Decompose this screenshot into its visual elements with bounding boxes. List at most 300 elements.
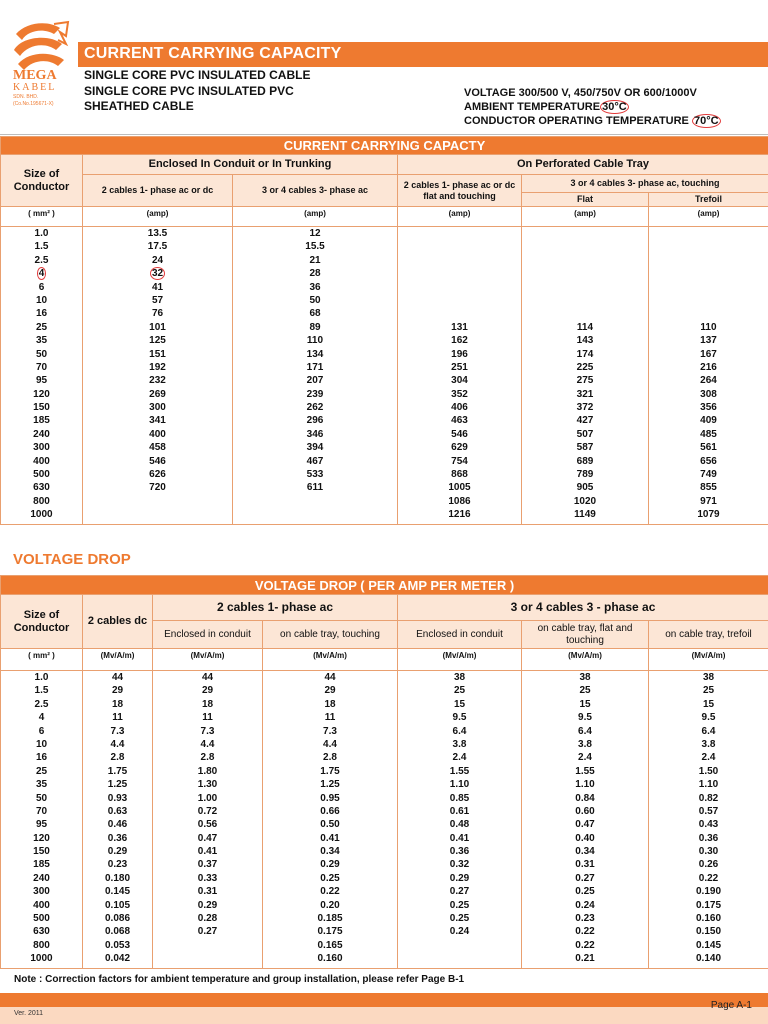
vd-value: 0.25 (320, 872, 340, 884)
subtitle-line-3: SHEATHED CABLE (84, 99, 194, 113)
amp-value: 1079 (697, 509, 720, 521)
amp-value: 346 (306, 428, 324, 440)
amp-value: 626 (149, 469, 166, 481)
vd-value: 9.5 (701, 712, 716, 724)
vd-value: 0.165 (317, 939, 343, 951)
vd-value: 2.8 (200, 752, 215, 764)
vd-value: 11 (112, 712, 123, 724)
vd-value: 0.23 (575, 913, 595, 925)
amp-value: 207 (306, 375, 324, 387)
vd-unit-3p-trefoil: (Mv/A/m) (649, 649, 768, 671)
current-capacity-table (0, 136, 768, 525)
vd-value: 2.4 (452, 752, 467, 764)
vd-value: 3.8 (578, 738, 592, 750)
vd-value: 0.180 (104, 872, 131, 884)
vd-value: 0.068 (104, 926, 131, 938)
conductor-size: 70 (35, 805, 48, 817)
conductor-size: 25 (35, 321, 48, 333)
svg-text:MEGA: MEGA (13, 68, 57, 83)
conductor-size: 120 (33, 388, 50, 400)
conductor-size: 800 (33, 939, 50, 951)
conductor-size: 240 (33, 872, 50, 884)
amp-value: 427 (576, 415, 594, 427)
vd-value: 18 (324, 698, 336, 710)
vd-unit-dc: (Mv/A/m) (83, 649, 153, 671)
vd-value: 0.57 (698, 805, 719, 817)
vd-value: 0.61 (449, 805, 470, 817)
conductor-size (1, 267, 82, 280)
conductor-size: 400 (33, 899, 50, 911)
vd-value: 0.29 (449, 872, 470, 884)
ambient-temperature-spec (464, 101, 629, 113)
ccc-conduit-34-column (233, 227, 398, 525)
amp-value: 134 (306, 348, 324, 360)
vd-value: 29 (324, 685, 336, 697)
amp-value: 467 (306, 455, 324, 467)
conductor-size: 630 (33, 926, 50, 938)
ccc-unit-conduit-34: (amp) (233, 207, 398, 227)
amp-value: 28 (309, 268, 321, 280)
vd-value (398, 952, 521, 965)
amp-value: 68 (309, 308, 321, 320)
amp-value (398, 267, 521, 280)
amp-value: 533 (306, 469, 324, 481)
ccc-conduit-2-column (83, 227, 233, 525)
vd-value: 1.10 (575, 779, 595, 791)
vd-3p-flat-column (522, 671, 649, 969)
vd-value: 38 (579, 672, 591, 683)
operating-value: 70°C (693, 115, 719, 127)
amp-value: 196 (451, 348, 468, 360)
vd-value: 0.145 (104, 886, 131, 898)
conductor-size: 800 (33, 495, 50, 507)
header-divider (0, 134, 768, 135)
ccc-unit-tray-2: (amp) (398, 207, 522, 227)
version-label: Ver. 2011 (14, 1010, 44, 1017)
footer-band (0, 993, 768, 1007)
vd-3p-conduit-column (398, 671, 522, 969)
ambient-value: 30°C (602, 101, 627, 113)
conductor-size: 1.5 (34, 241, 49, 253)
vd-value: 0.33 (197, 872, 218, 884)
footer-band-light (0, 1007, 768, 1024)
amp-value: 143 (576, 335, 594, 347)
amp-value (522, 307, 648, 320)
amp-value: 754 (451, 455, 468, 467)
ccc-col-trefoil: Trefoil (649, 193, 768, 207)
vd-unit-size: ( mm² ) (1, 649, 83, 671)
vd-value: 0.43 (698, 819, 719, 831)
vd-value: 0.26 (698, 859, 719, 871)
vd-value: 0.60 (575, 805, 595, 817)
amp-value: 611 (306, 482, 324, 494)
vd-value: 1.55 (575, 765, 595, 777)
vd-dc-column (83, 671, 153, 969)
amp-value (649, 294, 768, 307)
amp-value: 458 (149, 442, 166, 454)
vd-col-1p-tray: on cable tray, touching (263, 621, 398, 649)
amp-value: 296 (306, 415, 324, 427)
amp-value (398, 307, 521, 320)
amp-value: 300 (149, 402, 166, 414)
vd-value: 0.46 (107, 819, 128, 831)
vd-value: 0.22 (575, 939, 595, 951)
amp-value: 1216 (448, 509, 471, 521)
vd-value: 0.48 (449, 819, 470, 831)
amp-value: 561 (700, 442, 717, 454)
ccc-col-2-cables: 2 cables 1- phase ac or dc (83, 175, 233, 207)
vd-1p-tray-column (263, 671, 398, 969)
amp-value: 855 (700, 482, 717, 494)
conductor-size: 6 (38, 281, 45, 293)
vd-value: 0.25 (449, 899, 470, 911)
vd-group-single-phase: 2 cables 1- phase ac (153, 595, 398, 621)
conductor-size: 35 (35, 335, 48, 347)
vd-value: 44 (324, 672, 336, 683)
amp-value: 101 (149, 321, 166, 333)
vd-value: 15 (453, 698, 466, 710)
vd-value (398, 939, 521, 952)
conductor-size: 6 (38, 725, 45, 737)
vd-col-3p-conduit: Enclosed in conduit (398, 621, 522, 649)
ccc-tray-trefoil-column (649, 227, 768, 525)
vd-value: 0.25 (449, 913, 470, 925)
vd-value: 15 (702, 698, 715, 710)
amp-value: 110 (700, 321, 717, 333)
vd-value (153, 939, 262, 952)
vd-sizes-column (1, 671, 83, 969)
vd-value: 0.36 (698, 832, 719, 844)
ccc-size-header: Size of Conductor (1, 155, 83, 207)
conductor-size: 50 (35, 792, 48, 804)
amp-value (649, 307, 768, 320)
amp-value (649, 227, 768, 240)
vd-value: 0.086 (104, 913, 131, 925)
vd-value: 2.8 (323, 752, 337, 764)
amp-value: 321 (576, 388, 594, 400)
svg-text:(Co.No.195671-X): (Co.No.195671-X) (13, 101, 54, 107)
vd-value: 6.4 (578, 725, 592, 737)
conductor-size: 50 (35, 348, 48, 360)
page-number: Page A-1 (710, 1000, 752, 1011)
amp-value: 13.5 (147, 228, 168, 239)
amp-value: 905 (576, 482, 594, 494)
conductor-size: 500 (33, 469, 50, 481)
conductor-size: 10 (35, 738, 48, 750)
vd-value: 0.105 (104, 899, 131, 911)
conductor-size: 95 (35, 819, 48, 831)
operating-temperature-spec (464, 115, 721, 127)
ccc-sizes-column (1, 227, 83, 525)
vd-value: 0.185 (317, 913, 343, 925)
vd-value: 0.36 (449, 846, 470, 858)
vd-value: 4.4 (200, 738, 215, 750)
vd-value: 0.25 (575, 886, 595, 898)
amp-value: 372 (576, 402, 594, 414)
conductor-size: 150 (33, 402, 50, 414)
vd-value: 0.160 (695, 913, 722, 925)
amp-value: 1086 (448, 495, 471, 507)
ccc-col-flat: Flat (522, 193, 649, 207)
vd-value: 44 (201, 672, 214, 683)
amp-value: 171 (306, 361, 324, 373)
vd-value: 7.3 (200, 725, 215, 737)
amp-value (522, 240, 648, 253)
amp-value (522, 267, 648, 280)
conductor-size: 25 (35, 765, 48, 777)
amp-value: 110 (306, 335, 324, 347)
amp-value (522, 281, 648, 294)
vd-value: 0.150 (695, 926, 722, 938)
amp-value: 406 (451, 402, 468, 414)
vd-value: 1.30 (197, 779, 218, 791)
vd-value: 29 (201, 685, 214, 697)
conductor-size: 500 (33, 913, 50, 925)
amp-value: 17.5 (147, 241, 168, 253)
vd-value: 2.8 (110, 752, 125, 764)
conductor-size: 120 (33, 832, 50, 844)
vd-value: 0.053 (104, 939, 131, 951)
amp-value: 225 (576, 361, 594, 373)
vd-value: 44 (111, 672, 124, 683)
conductor-size: 150 (33, 846, 50, 858)
vd-value: 0.66 (320, 805, 340, 817)
conductor-size: 400 (33, 455, 50, 467)
vd-value: 0.24 (575, 899, 595, 911)
vd-value: 1.10 (698, 779, 719, 791)
amp-value: 400 (149, 428, 166, 440)
conductor-size: 300 (33, 886, 50, 898)
amp-value: 275 (576, 375, 594, 387)
vd-value: 1.75 (320, 765, 340, 777)
highlight-circle: 32 (151, 268, 164, 280)
vd-value: 38 (453, 672, 466, 683)
vd-value: 1.25 (107, 779, 128, 791)
vd-value: 0.140 (695, 953, 722, 965)
amp-value (398, 294, 521, 307)
amp-value: 57 (151, 294, 164, 306)
correction-factor-note: Note : Correction factors for ambient temperature and group installation, please refer Page B-1 (14, 974, 465, 985)
vd-col-3p-trefoil: on cable tray, trefoil (649, 621, 768, 649)
amp-value: 251 (451, 361, 468, 373)
conductor-size: 16 (35, 308, 48, 320)
vd-value: 0.34 (320, 846, 340, 858)
vd-value: 1.25 (320, 779, 340, 791)
voltage-drop-table (0, 575, 768, 969)
vd-value: 0.22 (575, 926, 595, 938)
vd-value: 25 (702, 685, 715, 697)
amp-value: 125 (149, 335, 166, 347)
svg-text:SDN. BHD.: SDN. BHD. (13, 94, 39, 100)
amp-value (522, 294, 648, 307)
vd-value: 0.47 (575, 819, 595, 831)
conductor-size: 35 (35, 779, 48, 791)
amp-value (233, 508, 397, 521)
amp-value: 216 (700, 361, 717, 373)
amp-value: 89 (309, 321, 321, 333)
amp-value (649, 267, 768, 280)
amp-value: 485 (700, 428, 717, 440)
amp-value: 24 (151, 254, 164, 266)
amp-value: 868 (451, 469, 468, 481)
amp-value: 12 (309, 228, 321, 239)
vd-value: 11 (324, 712, 336, 724)
amp-value: 587 (576, 442, 594, 454)
vd-band-title: VOLTAGE DROP ( PER AMP PER METER ) (1, 576, 768, 595)
amp-value (522, 227, 648, 240)
amp-value: 15.5 (305, 241, 325, 253)
amp-value: 1149 (574, 509, 596, 521)
vd-value: 7.3 (323, 725, 337, 737)
amp-value: 720 (149, 482, 166, 494)
vd-value: 18 (201, 698, 214, 710)
vd-value: 0.27 (449, 886, 470, 898)
vd-value: 0.30 (698, 846, 719, 858)
conductor-size: 185 (33, 415, 50, 427)
vd-value: 0.29 (197, 899, 218, 911)
amp-value (83, 267, 232, 280)
vd-value: 0.042 (104, 953, 131, 965)
vd-value: 0.23 (107, 859, 128, 871)
amp-value: 356 (700, 402, 717, 414)
vd-value: 11 (202, 712, 213, 724)
vd-value (153, 952, 262, 965)
vd-value: 0.145 (695, 939, 722, 951)
vd-value: 1.75 (107, 765, 128, 777)
vd-value: 2.4 (578, 752, 592, 764)
vd-value: 0.31 (575, 859, 595, 871)
amp-value: 749 (700, 469, 717, 481)
amp-value: 1020 (573, 495, 597, 507)
amp-value (233, 495, 397, 508)
amp-value (649, 240, 768, 253)
amp-value: 308 (700, 388, 717, 400)
operating-label: CONDUCTOR OPERATING TEMPERATURE (464, 115, 689, 127)
amp-value (398, 281, 521, 294)
amp-value (83, 508, 232, 521)
vd-value: 0.93 (107, 792, 128, 804)
vd-value: 0.72 (197, 805, 218, 817)
conductor-size: 1000 (30, 509, 53, 521)
vd-value: 0.32 (449, 859, 470, 871)
ccc-col-tray-3-4-cables: 3 or 4 cables 3- phase ac, touching (522, 175, 768, 193)
vd-value: 9.5 (578, 712, 592, 724)
vd-value: 0.56 (197, 819, 218, 831)
amp-value: 137 (700, 335, 717, 347)
ccc-unit-trefoil: (amp) (649, 207, 768, 227)
vd-col-dc: 2 cables dc (83, 595, 153, 649)
conductor-size: 70 (35, 361, 48, 373)
vd-value: 6.4 (452, 725, 467, 737)
conductor-size: 1.0 (34, 672, 49, 683)
amp-value: 789 (576, 469, 594, 481)
ccc-tray-flat-column (522, 227, 649, 525)
vd-value: 4.4 (110, 738, 125, 750)
vd-value: 0.41 (320, 832, 340, 844)
vd-value: 0.175 (695, 899, 722, 911)
amp-value: 36 (309, 281, 321, 293)
vd-value: 0.29 (107, 846, 128, 858)
conductor-size: 16 (35, 752, 48, 764)
vd-value: 0.37 (197, 859, 218, 871)
vd-value: 0.84 (575, 792, 595, 804)
amp-value: 174 (576, 348, 594, 360)
conductor-size: 2.5 (34, 254, 49, 266)
vd-value: 0.31 (197, 886, 218, 898)
vd-value: 9.5 (452, 712, 467, 724)
amp-value: 232 (149, 375, 166, 387)
conductor-size: 1.0 (34, 228, 49, 239)
vd-value: 0.160 (317, 953, 343, 965)
vd-value: 1.10 (449, 779, 470, 791)
amp-value: 131 (451, 321, 468, 333)
amp-value: 341 (149, 415, 166, 427)
vd-value: 25 (579, 685, 591, 697)
vd-value: 3.8 (452, 738, 467, 750)
amp-value: 76 (151, 308, 164, 320)
ccc-unit-conduit-2: (amp) (83, 207, 233, 227)
conductor-size: 95 (35, 375, 48, 387)
vd-group-three-phase: 3 or 4 cables 3 - phase ac (398, 595, 768, 621)
vd-value: 0.47 (197, 832, 218, 844)
vd-value: 0.22 (698, 872, 719, 884)
vd-unit-3p-flat: (Mv/A/m) (522, 649, 649, 671)
vd-value: 15 (579, 698, 591, 710)
conductor-size: 240 (33, 428, 50, 440)
ccc-unit-size: ( mm² ) (1, 207, 83, 227)
amp-value: 689 (576, 455, 594, 467)
vd-size-header: Size of Conductor (1, 595, 83, 649)
ccc-col-tray-2-cables: 2 cables 1- phase ac or dc flat and touching (398, 175, 522, 207)
conductor-size: 630 (33, 482, 50, 494)
amp-value: 262 (306, 402, 324, 414)
vd-value: 0.28 (197, 913, 218, 925)
vd-value: 2.4 (701, 752, 716, 764)
amp-value: 546 (451, 428, 468, 440)
vd-value: 3.8 (701, 738, 716, 750)
title-banner (78, 42, 768, 67)
amp-value (649, 281, 768, 294)
conductor-size: 1.5 (34, 685, 49, 697)
amp-value: 167 (700, 348, 717, 360)
ccc-band-title: CURRENT CARRYING CAPACTY (1, 137, 768, 155)
ccc-group-tray: On Perforated Cable Tray (398, 155, 768, 175)
amp-value: 394 (306, 442, 324, 454)
amp-value (398, 240, 521, 253)
conductor-size: 4 (38, 712, 45, 724)
amp-value: 971 (700, 495, 717, 507)
vd-value: 0.21 (575, 953, 595, 965)
vd-value: 6.4 (701, 725, 716, 737)
vd-value: 0.50 (320, 819, 340, 831)
subtitle-line-1: SINGLE CORE PVC INSULATED CABLE (84, 68, 311, 82)
voltage-spec: VOLTAGE 300/500 V, 450/750V OR 600/1000V (464, 87, 697, 99)
vd-value: 0.95 (320, 792, 340, 804)
vd-value: 0.20 (320, 899, 340, 911)
amp-value: 629 (451, 442, 468, 454)
mega-kabel-logo (10, 20, 76, 132)
vd-value: 18 (111, 698, 124, 710)
vd-unit-1p-conduit: (Mv/A/m) (153, 649, 263, 671)
vd-value: 0.63 (107, 805, 128, 817)
amp-value: 409 (700, 415, 717, 427)
vd-value: 0.85 (449, 792, 470, 804)
amp-value: 1005 (448, 482, 471, 494)
conductor-size: 2.5 (34, 698, 49, 710)
amp-value (83, 495, 232, 508)
ccc-tray-2-column (398, 227, 522, 525)
amp-value: 269 (149, 388, 166, 400)
